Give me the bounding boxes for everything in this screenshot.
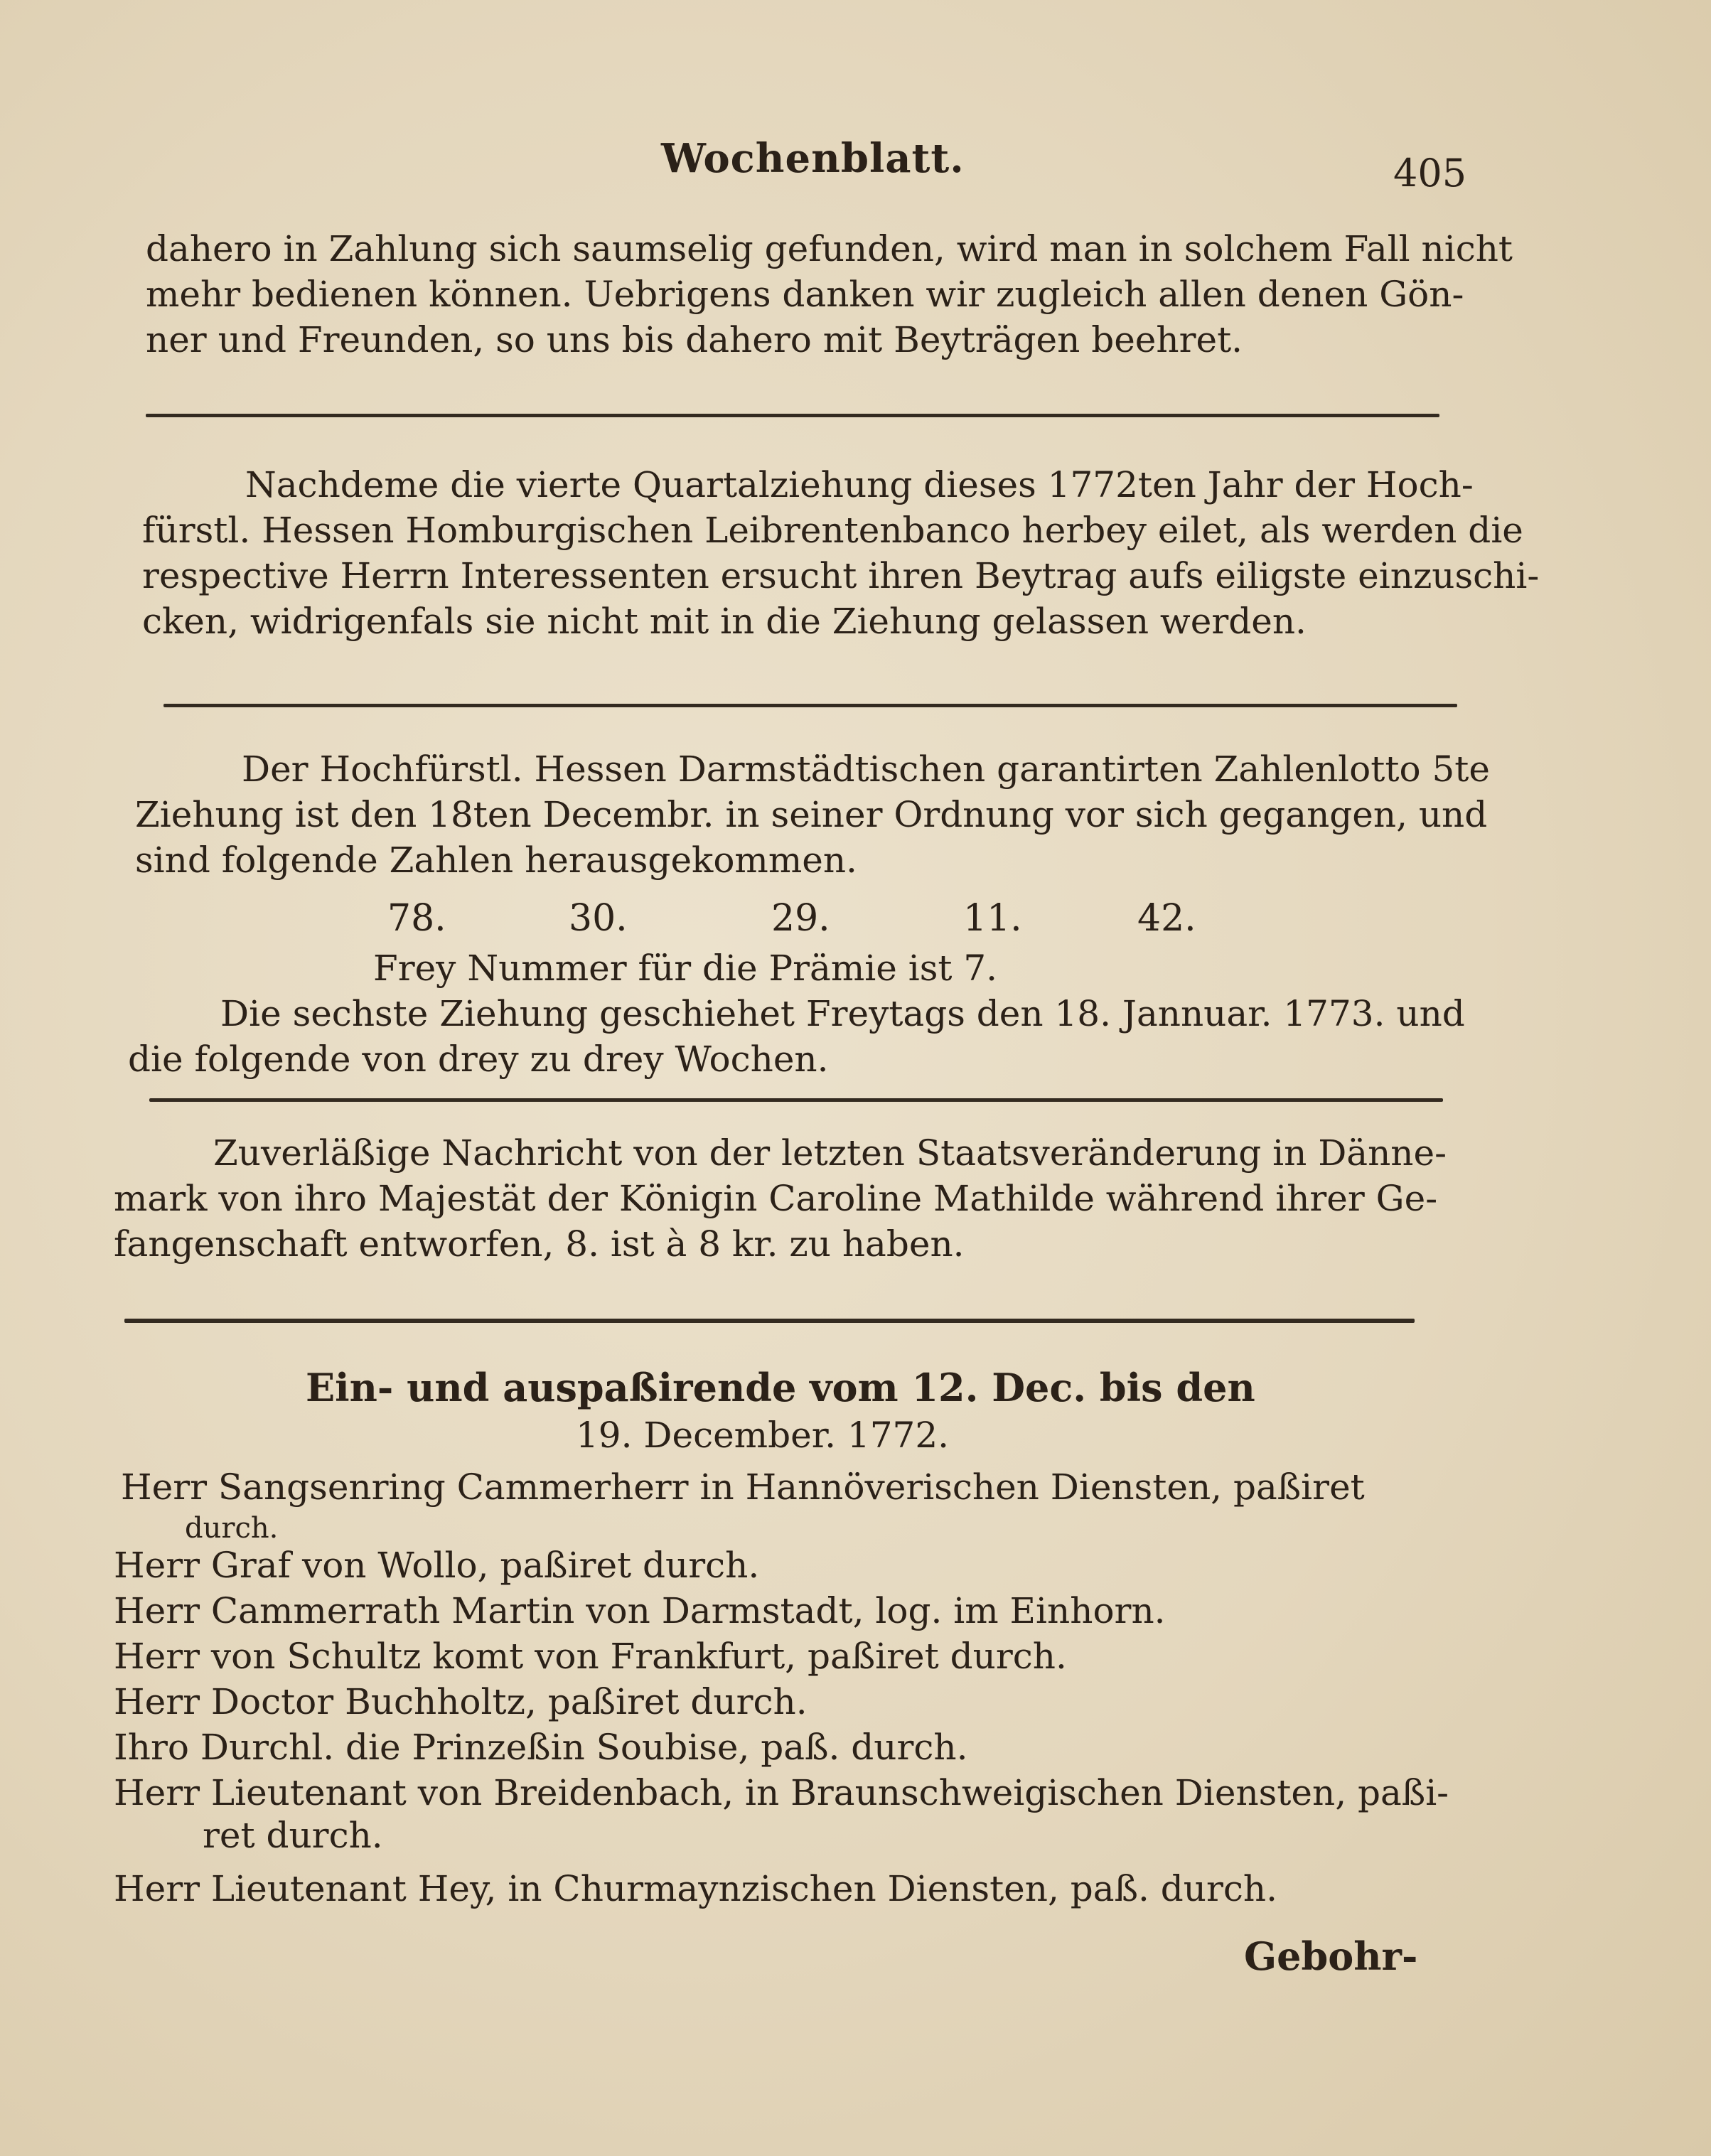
- running-head: Wochenblatt.: [661, 135, 965, 182]
- travel-entry: ret durch.: [203, 1815, 383, 1856]
- lottery-number: 30.: [569, 897, 628, 940]
- section-divider: [146, 414, 1439, 417]
- lottery-number: 11.: [963, 897, 1022, 940]
- paragraph-line: Frey Nummer für die Prämie ist 7.: [373, 948, 998, 989]
- travel-entry: Ihro Durchl. die Prinzeßin Soubise, paß. durch.: [114, 1727, 968, 1768]
- travel-entry: Herr von Schultz komt von Frankfurt, paßiret durch.: [114, 1636, 1067, 1677]
- travel-entry: Herr Doctor Buchholtz, paßiret durch.: [114, 1681, 808, 1722]
- paragraph-line: sind folgende Zahlen herausgekommen.: [135, 840, 857, 881]
- paragraph-line: mark von ihro Majestät der Königin Caroline Mathilde während ihrer Ge-: [114, 1178, 1438, 1219]
- paragraph-line: die folgende von drey zu drey Wochen.: [128, 1039, 829, 1080]
- travel-entry: durch.: [185, 1512, 279, 1545]
- paragraph-line: respective Herrn Interessenten ersucht ihren Beytrag aufs eiligste einzuschi-: [142, 555, 1540, 596]
- paragraph-line: Die sechste Ziehung geschiehet Freytags den 18. Jannuar. 1773. und: [220, 993, 1465, 1034]
- travel-entry: Herr Cammerrath Martin von Darmstadt, log. im Einhorn.: [114, 1590, 1166, 1631]
- paragraph-line: Ziehung ist den 18ten Decembr. in seiner Ordnung vor sich gegangen, und: [135, 794, 1488, 835]
- travel-entry: Herr Lieutenant Hey, in Churmaynzischen Diensten, paß. durch.: [114, 1868, 1277, 1909]
- paragraph-line: Zuverläßige Nachricht von der letzten Staatsveränderung in Dänne-: [213, 1132, 1447, 1174]
- lottery-number: 78.: [387, 897, 446, 940]
- paragraph-line: dahero in Zahlung sich saumselig gefunden, wird man in solchem Fall nicht: [146, 228, 1513, 269]
- section-divider: [163, 704, 1457, 707]
- travel-entry: Herr Lieutenant von Breidenbach, in Braunschweigischen Diensten, paßi-: [114, 1772, 1449, 1813]
- travel-entry: Herr Graf von Wollo, paßiret durch.: [114, 1545, 760, 1586]
- paragraph-line: fangenschaft entworfen, 8. ist à 8 kr. zu haben.: [114, 1223, 965, 1265]
- travel-entry: Herr Sangsenring Cammerherr in Hannöverischen Diensten, paßiret: [121, 1466, 1365, 1508]
- paragraph-line: ner und Freunden, so uns bis dahero mit Beyträgen beehret.: [146, 319, 1243, 360]
- lottery-number: 29.: [771, 897, 830, 940]
- section-subheading: 19. December. 1772.: [576, 1415, 950, 1456]
- lottery-number: 42.: [1137, 897, 1196, 940]
- paragraph-line: cken, widrigenfals sie nicht mit in die Ziehung gelassen werden.: [142, 601, 1307, 642]
- section-divider: [124, 1319, 1415, 1323]
- paragraph-line: mehr bedienen können. Uebrigens danken wir zugleich allen denen Gön-: [146, 274, 1464, 315]
- catchword: Gebohr-: [1244, 1934, 1418, 1979]
- section-heading: Ein- und auspaßirende vom 12. Dec. bis den: [306, 1365, 1255, 1410]
- paragraph-line: Nachdeme die vierte Quartalziehung dieses 1772ten Jahr der Hoch-: [245, 464, 1474, 505]
- paragraph-line: fürstl. Hessen Homburgischen Leibrentenbanco herbey eilet, als werden die: [142, 510, 1523, 551]
- page-number: 405: [1393, 151, 1467, 195]
- paragraph-line: Der Hochfürstl. Hessen Darmstädtischen garantirten Zahlenlotto 5te: [242, 749, 1490, 790]
- section-divider: [149, 1098, 1443, 1102]
